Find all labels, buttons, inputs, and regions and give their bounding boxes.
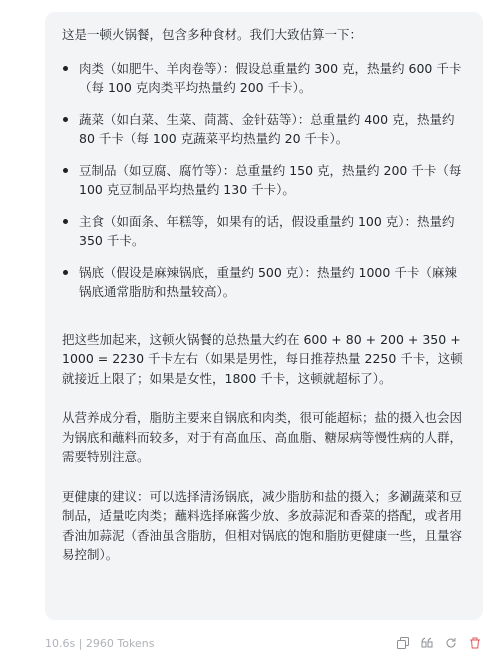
message-intro: 这是一顿火锅餐，包含多种食材。我们大致估算一下： xyxy=(62,27,363,42)
quote-icon[interactable] xyxy=(421,637,433,649)
bullet-icon xyxy=(63,117,68,122)
copy-icon[interactable] xyxy=(397,637,409,649)
list-item: 豆制品（如豆腐、腐竹等）：总重量约 150 克，热量约 200 千卡（每 100 克豆制品平均热量约 130 千卡）。 xyxy=(62,161,469,200)
assistant-message-bubble xyxy=(45,12,483,620)
nutrition-paragraph: 从营养成分看，脂肪主要来自锅底和肉类，很可能超标；盐的摄入也会因为锅底和蘸料而较多，对于有高血压、高血脂、糖尿病等慢性病的人群，需要特别注意。 xyxy=(62,410,463,464)
response-meta: 10.6s | 2960 Tokens xyxy=(45,637,155,650)
list-item: 肉类（如肥牛、羊肉卷等）：假设总重量约 300 克，热量约 600 千卡（每 100 克肉类平均热量约 200 千卡）。 xyxy=(62,59,469,98)
delete-icon[interactable] xyxy=(469,637,481,649)
bullet-icon xyxy=(63,168,68,173)
regenerate-icon[interactable] xyxy=(445,637,457,649)
list-item: 蔬菜（如白菜、生菜、茼蒿、金针菇等）：总重量约 400 克，热量约 80 千卡（每 100 克蔬菜平均热量约 20 千卡）。 xyxy=(62,110,469,149)
message-actions xyxy=(397,637,481,649)
advice-paragraph: 更健康的建议：可以选择清汤锅底，减少脂肪和盐的摄入；多涮蔬菜和豆制品，适量吃肉类；蘸料选择麻酱少放、多放蒜泥和香菜的搭配，或者用香油加蒜泥（香油虽含脂肪，但相对锅底的饱和脂肪更健康一些，且量容易控制）。 xyxy=(62,488,463,562)
list-item: 主食（如面条、年糕等，如果有的话，假设重量约 100 克）：热量约 350 千卡。 xyxy=(62,212,469,251)
bullet-icon xyxy=(63,219,68,224)
bullet-icon xyxy=(63,66,68,71)
bullet-icon xyxy=(63,270,68,275)
total-paragraph: 把这些加起来，这顿火锅餐的总热量大约在 600 + 80 + 200 + 350 + 1000 = 2230 千卡左右（如果是男性，每日推荐热量 2250 千卡，这顿就接近上限了；如果是女性，1800 千卡，这顿就超标了）。 xyxy=(62,331,463,386)
estimate-list xyxy=(62,59,469,302)
message-footer xyxy=(45,633,483,650)
list-item: 锅底（假设是麻辣锅底，重量约 500 克）：热量约 1000 千卡（麻辣锅底通常脂肪和热量较高）。 xyxy=(62,263,469,302)
